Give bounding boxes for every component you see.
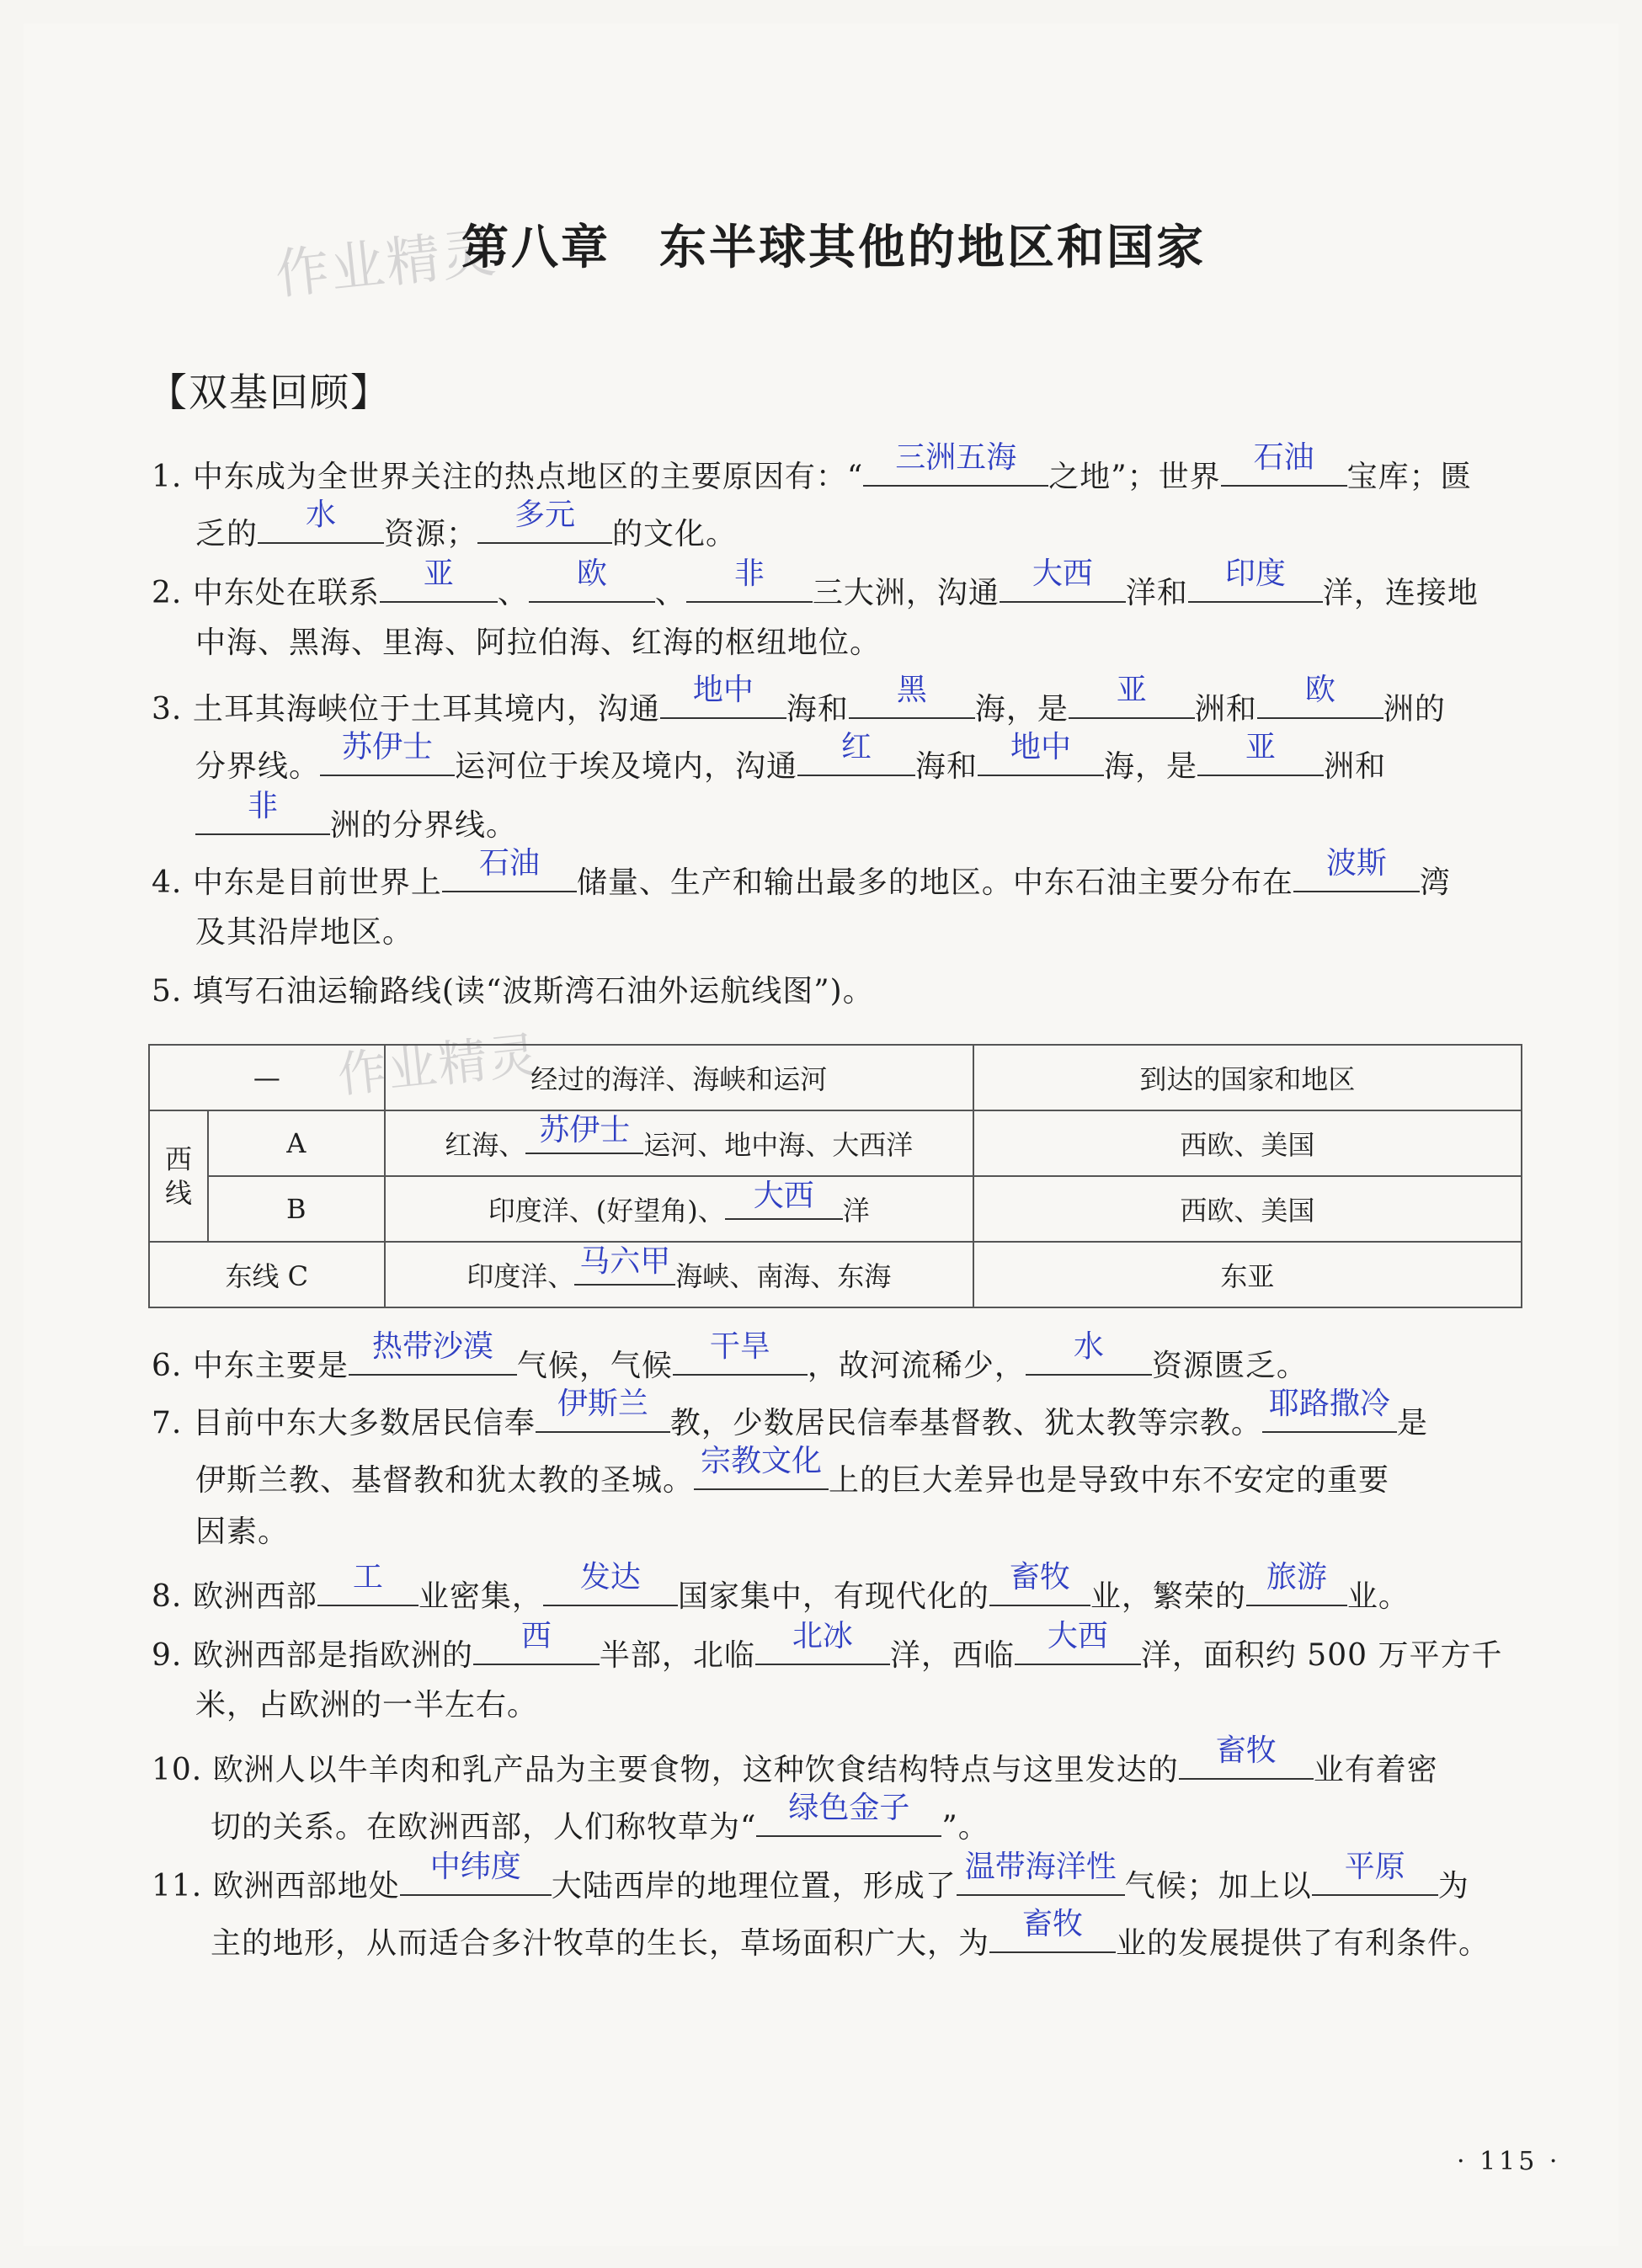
answer-blank[interactable]: 三洲五海 [863,451,1048,487]
route-label: A [208,1110,385,1176]
question-2-line-2: 中海、黑海、里海、阿拉伯海、红海的枢纽地位。 [195,626,882,660]
answer-blank[interactable]: 欧 [529,567,655,603]
answer-blank[interactable]: 工 [317,1571,418,1606]
question-4-line-1: 4. 中东是目前世界上 石油 储量、生产和输出最多的地区。中东石油主要分布在 波斯 湾 [152,846,1451,900]
page-number: · 115 · [1457,2147,1561,2176]
answer-blank[interactable]: 亚 [1197,741,1324,776]
answer-blank[interactable]: 石油 [442,857,577,892]
chapter-name: 东半球其他的地区和国家 [659,221,1206,275]
answer-blank[interactable]: 热带沙漠 [349,1340,517,1376]
question-8-line-1: 8. 欧洲西部 工 业密集， 发达 国家集中，有现代化的 畜牧 业，繁荣的 旅游 业。 [152,1560,1410,1614]
answer-blank[interactable]: 畜牧 [989,1918,1116,1953]
answer-blank[interactable]: 苏伊士 [320,741,455,776]
answer-blank[interactable]: 水 [1026,1340,1152,1376]
route-passage: 印度洋、(好望角)、 大西 洋 [385,1176,973,1242]
section-heading: 【双基回顾】 [148,370,391,415]
question-1-line-2: 乏的 水 资源； 多元 的文化。 [195,498,738,551]
answer-blank[interactable]: 黑 [849,684,975,719]
question-6-line-1: 6. 中东主要是 热带沙漠 气候，气候 干旱 ，故河流稀少， 水 资源匮乏。 [152,1329,1308,1383]
question-11-line-1: 11. 欧洲西部地处 中纬度 大陆西岸的地理位置，形成了 温带海洋性 气候；加上以 平原 为 [152,1850,1469,1903]
question-5-text: 5. 填写石油运输路线(读“波斯湾石油外运航线图”)。 [152,974,874,1009]
answer-blank[interactable]: 亚 [1069,684,1195,719]
answer-blank[interactable]: 西 [473,1630,600,1665]
route-label: 东线 C [149,1242,385,1307]
table-row [149,1242,1522,1307]
question-9-line-1: 9. 欧洲西部是指欧洲的 西 半部，北临 北冰 洋，西临 大西 洋，面积约 500 万平方千 [152,1619,1503,1673]
route-passage: 红海、 苏伊士 运河、地中海、大西洋 [385,1110,973,1176]
question-3-line-2: 分界线。 苏伊士 运河位于埃及境内，沟通 红 海和 地中 海，是 亚 洲和 [195,730,1387,784]
question-7-line-1: 7. 目前中东大多数居民信奉 伊斯兰 教，少数居民信奉基督教、犹太教等宗教。 耶路撒冷 是 [152,1387,1428,1440]
answer-blank[interactable]: 旅游 [1246,1571,1347,1606]
answer-blank[interactable]: 平原 [1312,1861,1438,1896]
watermark: 作业精灵 [334,1025,542,1105]
answer-blank[interactable]: 伊斯兰 [536,1398,670,1433]
answer-blank[interactable]: 耶路撒冷 [1262,1398,1397,1433]
answer-blank[interactable]: 欧 [1257,684,1383,719]
answer-blank[interactable]: 多元 [477,508,612,544]
answer-blank[interactable]: 地中 [660,684,786,719]
answer-blank[interactable]: 大西 [1015,1630,1141,1665]
route-destination: 西欧、美国 [973,1176,1522,1242]
question-1-line-1: 1. 中东成为全世界关注的热点地区的主要原因有：“ 三洲五海 之地”；世界 石油 宝库；匮 [152,440,1472,494]
question-10-line-2: 切的关系。在欧洲西部，人们称牧草为“ 绿色金子 ”。 [211,1791,989,1845]
chapter-number: 第八章 [461,221,610,275]
question-3-line-1: 3. 土耳其海峡位于土耳其境内，沟通 地中 海和 黑 海，是 亚 洲和 欧 洲的 [152,673,1446,727]
question-7-line-2: 伊斯兰教、基督教和犹太教的圣城。 宗教文化 上的巨大差异也是导致中东不安定的重要 [195,1444,1390,1498]
table-header-cell: — [149,1045,385,1110]
west-route-label: 西线 [149,1110,208,1242]
answer-blank[interactable]: 温带海洋性 [957,1861,1125,1896]
answer-blank[interactable]: 畜牧 [989,1571,1090,1606]
table-header-cell: 经过的海洋、海峡和运河 [385,1045,973,1110]
answer-blank[interactable]: 干旱 [673,1340,808,1376]
question-4-line-2: 及其沿岸地区。 [195,915,414,950]
oil-route-table [148,1044,1522,1308]
answer-blank[interactable]: 宗教文化 [694,1455,829,1490]
answer-blank[interactable]: 亚 [380,567,498,603]
answer-blank[interactable]: 绿色金子 [756,1802,941,1837]
question-7-line-3: 因素。 [195,1515,290,1549]
answer-blank[interactable]: 北冰 [755,1630,890,1665]
table-row [149,1176,1522,1242]
answer-blank[interactable]: 大西 [1000,567,1126,603]
question-11-line-2: 主的地形，从而适合多汁牧草的生长，草场面积广大，为 畜牧 业的发展提供了有利条件。 [211,1907,1490,1961]
table-header-cell: 到达的国家和地区 [973,1045,1522,1110]
answer-blank[interactable]: 中纬度 [400,1861,552,1896]
route-label: B [208,1176,385,1242]
answer-blank[interactable]: 非 [195,800,330,835]
route-destination: 西欧、美国 [973,1110,1522,1176]
chapter-title [461,210,1206,278]
answer-blank[interactable]: 马六甲 [574,1255,675,1286]
answer-blank[interactable]: 波斯 [1293,857,1420,892]
question-10-line-1: 10. 欧洲人以牛羊肉和乳产品为主要食物，这种饮食结构特点与这里发达的 畜牧 业有着密 [152,1733,1438,1787]
answer-blank[interactable]: 苏伊士 [525,1124,643,1154]
table-row [149,1110,1522,1176]
watermark: 作业精灵 [272,221,500,307]
answer-blank[interactable]: 红 [797,741,915,776]
answer-blank[interactable]: 发达 [543,1571,678,1606]
route-passage: 印度洋、 马六甲 海峡、南海、东海 [385,1242,973,1307]
answer-blank[interactable]: 印度 [1188,567,1323,603]
question-2-line-1: 2. 中东处在联系 亚 、 欧 、 非 三大洲，沟通 大西 洋和 印度 洋，连接地 [152,556,1479,610]
answer-blank[interactable]: 非 [686,567,813,603]
question-9-line-2: 米，占欧洲的一半左右。 [195,1688,539,1722]
answer-blank[interactable]: 水 [258,508,384,544]
answer-blank[interactable]: 地中 [978,741,1104,776]
question-3-line-3: 非 洲的分界线。 [195,800,517,844]
answer-blank[interactable]: 大西 [725,1190,843,1220]
answer-blank[interactable]: 畜牧 [1179,1744,1314,1780]
table-header-row [149,1045,1522,1110]
route-destination: 东亚 [973,1242,1522,1307]
answer-blank[interactable]: 石油 [1221,451,1347,487]
